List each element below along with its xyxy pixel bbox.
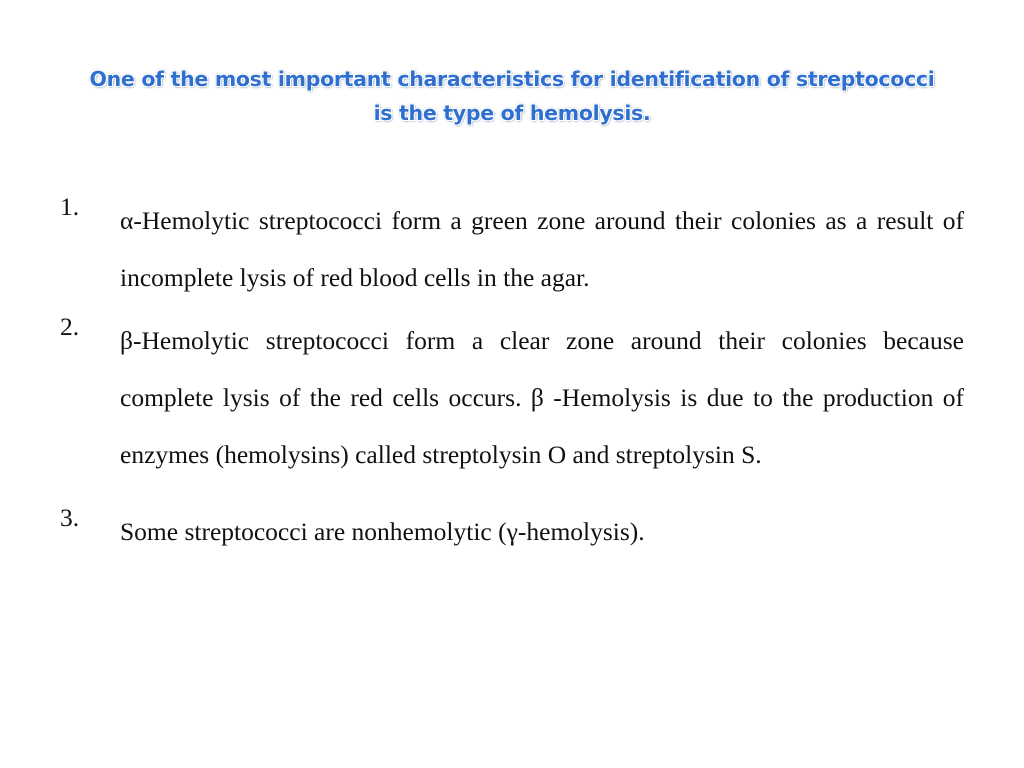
list-item <box>60 503 964 560</box>
list-item-text: Some streptococci are nonhemolytic (γ-hemolysis). <box>120 517 645 546</box>
slide-title-line-1: One of the most important characteristics for identification of streptococci <box>89 67 935 91</box>
list-item-number: 2. <box>60 312 80 341</box>
numbered-list <box>60 192 964 560</box>
list-item-number: 1. <box>60 192 80 221</box>
list-item <box>60 192 964 306</box>
list-item-text: β-Hemolytic streptococci form a clear zone around their colonies because complete lysis of the red cells occurs. β -Hemolysis is due to the production of enzymes (hemolysins) called streptolysin O and streptolysin S. <box>120 326 964 469</box>
list-item <box>60 312 964 483</box>
slide-title-line-2: is the type of hemolysis. <box>373 101 651 125</box>
list-item-text: α-Hemolytic streptococci form a green zone around their colonies as a result of incomplete lysis of red blood cells in the agar. <box>120 206 964 292</box>
slide-title <box>40 62 984 130</box>
list-item-number: 3. <box>60 503 80 532</box>
